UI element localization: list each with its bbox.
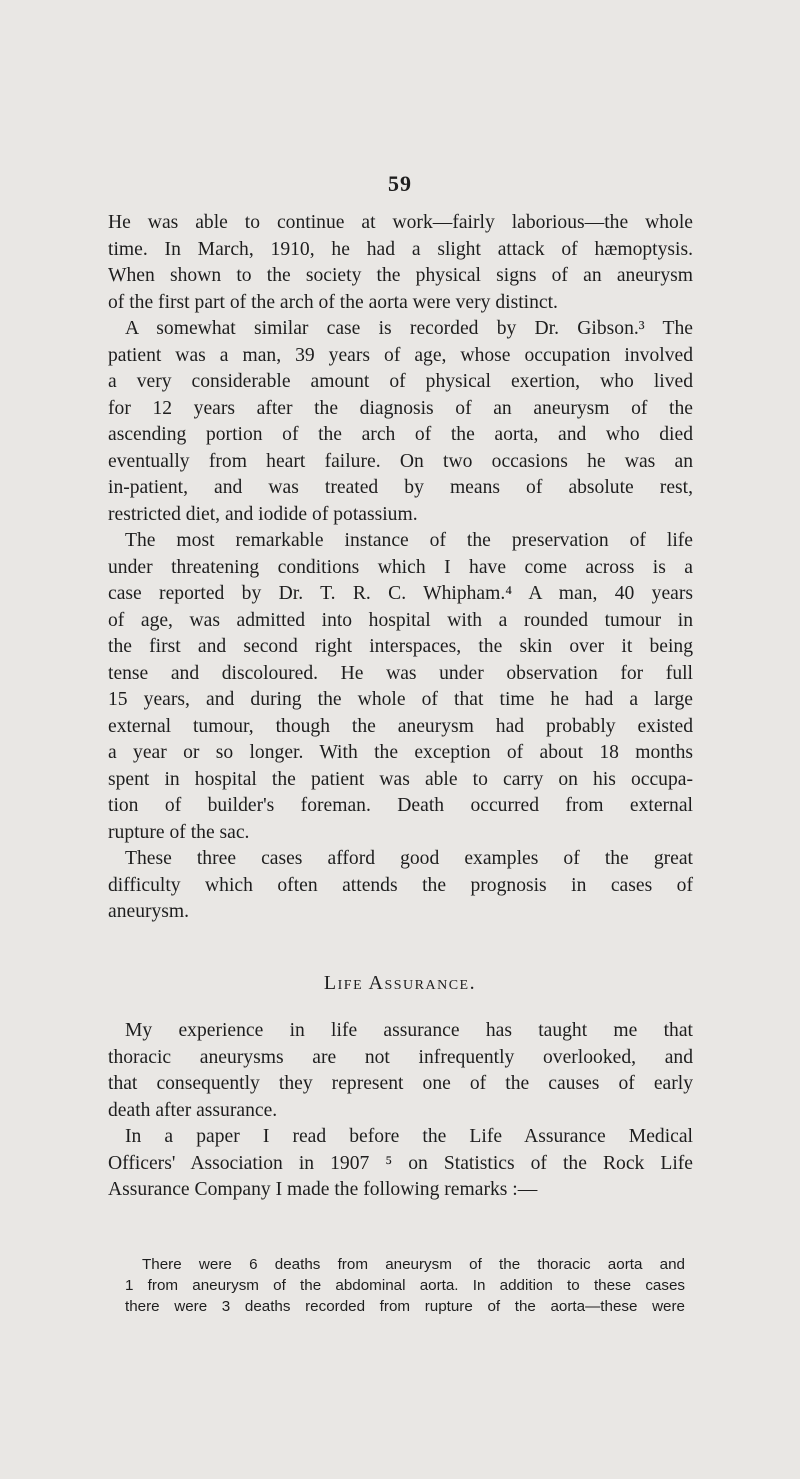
text-line: external tumour, though the aneurysm had probably existed bbox=[108, 715, 693, 737]
text-line: He was able to continue at work—fairly laborious—the whole bbox=[108, 212, 693, 233]
text-line: rupture of the sac. bbox=[108, 821, 250, 843]
text-line: In a paper I read before the Life Assurance Medical bbox=[125, 1126, 693, 1147]
text-line: death after assurance. bbox=[108, 1099, 278, 1121]
text-line: tion of builder's foreman. Death occurred from external bbox=[108, 795, 693, 816]
text-line: A somewhat similar case is recorded by Dr. Gibson.³ The bbox=[125, 318, 693, 339]
text-line: time. In March, 1910, he had a slight attack of hæmoptysis. bbox=[108, 238, 693, 260]
text-line: These three cases afford good examples of the great bbox=[125, 848, 693, 869]
quoted-remarks bbox=[125, 1254, 685, 1317]
text-line: under threatening conditions which I have come across is a bbox=[108, 556, 693, 578]
text-line: eventually from heart failure. On two occasions he was an bbox=[108, 450, 693, 472]
text-line: ascending portion of the arch of the aorta, and who died bbox=[108, 424, 693, 445]
text-line: My experience in life assurance has taught me that bbox=[125, 1020, 693, 1041]
text-line: Officers' Association in 1907 ⁵ on Statistics of the Rock Life bbox=[108, 1152, 693, 1174]
quote-line: there were 3 deaths recorded from rupture of the aorta—these were bbox=[125, 1298, 685, 1315]
text-line: aneurysm. bbox=[108, 901, 190, 922]
text-line: 15 years, and during the whole of that time he had a large bbox=[108, 689, 693, 710]
text-line: a year or so longer. With the exception of about 18 months bbox=[108, 742, 693, 763]
text-line: case reported by Dr. T. R. C. Whipham.⁴ A man, 40 years bbox=[108, 583, 693, 604]
text-line: tense and discoloured. He was under observation for full bbox=[108, 662, 693, 684]
body-text-before-heading bbox=[108, 210, 693, 926]
text-line: the first and second right interspaces, the skin over it being bbox=[108, 636, 693, 657]
text-line: for 12 years after the diagnosis of an aneurysm of the bbox=[108, 397, 693, 419]
text-line: Assurance Company I made the following remarks :— bbox=[108, 1179, 538, 1200]
text-line: thoracic aneurysms are not infrequently overlooked, and bbox=[108, 1046, 693, 1068]
section-heading: Life Assurance. bbox=[323, 972, 477, 994]
text-line: of the first part of the arch of the aorta were very distinct. bbox=[108, 291, 558, 313]
quote-line: There were 6 deaths from aneurysm of the thoracic aorta and bbox=[142, 1256, 685, 1273]
text-line: The most remarkable instance of the preservation of life bbox=[125, 530, 693, 551]
text-line: spent in hospital the patient was able to carry on his occupa- bbox=[108, 768, 693, 790]
quote-line: 1 from aneurysm of the abdominal aorta. In addition to these cases bbox=[125, 1277, 685, 1294]
text-line: restricted diet, and iodide of potassium. bbox=[108, 503, 418, 525]
text-line: of age, was admitted into hospital with a rounded tumour in bbox=[108, 609, 693, 631]
body-text-after-heading bbox=[108, 1018, 693, 1204]
text-line: a very considerable amount of physical exertion, who lived bbox=[108, 371, 693, 392]
text-line: When shown to the society the physical signs of an aneurysm bbox=[108, 265, 693, 286]
page-number: 59 bbox=[388, 171, 412, 196]
text-line: that consequently they represent one of the causes of early bbox=[108, 1073, 693, 1094]
text-line: patient was a man, 39 years of age, whose occupation involved bbox=[108, 344, 693, 366]
text-line: in-patient, and was treated by means of absolute rest, bbox=[108, 477, 693, 498]
text-line: difficulty which often attends the prognosis in cases of bbox=[108, 874, 693, 896]
